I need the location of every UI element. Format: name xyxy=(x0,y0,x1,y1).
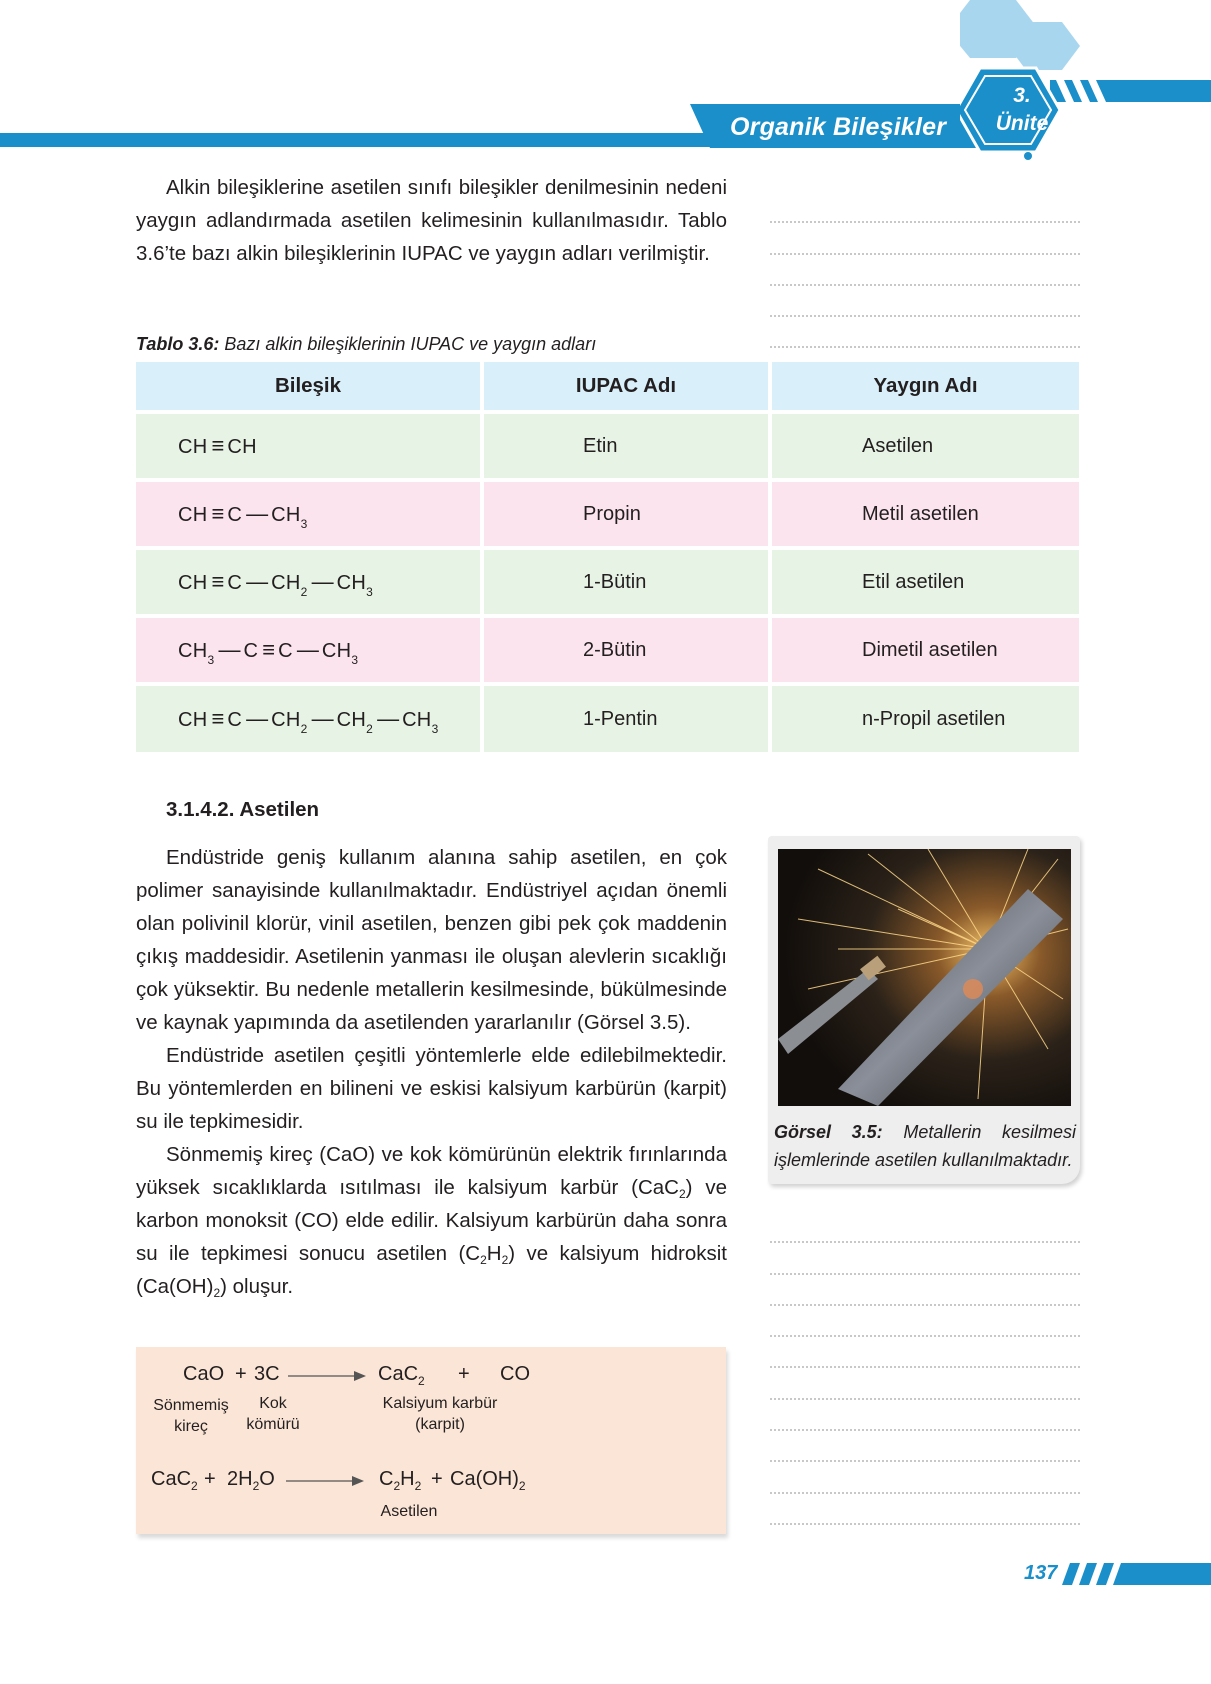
chapter-title: Organik Bileşikler xyxy=(730,113,947,141)
compound-formula: CH ≡ CH xyxy=(178,433,257,458)
figure-caption xyxy=(774,1118,1076,1174)
table-header-row xyxy=(136,362,1079,410)
figure-caption-text: Metallerin kesilmesi işlemlerinde asetilen kullanılmaktadır. xyxy=(774,1122,1077,1170)
section-paragraph-2 xyxy=(136,1039,727,1138)
compound-formula: CH ≡ C — $CH_2$ — $CH_2$ — $CH_3$ xyxy=(178,706,439,736)
header-compound: Bileşik xyxy=(136,362,480,410)
intro-paragraph xyxy=(136,171,727,270)
iupac-cell: Propin xyxy=(484,482,768,546)
compound-cell xyxy=(136,618,480,682)
plus-sign: + xyxy=(235,1363,247,1385)
reactant-carbon: 3C xyxy=(254,1363,280,1385)
label-coke: Kok kömürü xyxy=(246,1395,300,1433)
page-number: 137 xyxy=(1024,1562,1058,1584)
table-row xyxy=(136,618,1079,682)
iupac-cell: 1-Pentin xyxy=(484,686,768,752)
label-quicklime: Sönmemiş kireç xyxy=(153,1397,229,1435)
compound-cell xyxy=(136,482,480,546)
common-cell: Metil asetilen xyxy=(772,482,1079,546)
intro-text: Alkin bileşiklerine asetilen sınıfı bileşikler denilmesinin nedeni yaygın adlandırmada asetilen kelimesinin kullanılmasıdır. Tablo 3.6’te bazı alkin bileşiklerinin IUPAC ve yaygın adları verilmiştir. xyxy=(136,176,727,265)
iupac-cell: 1-Bütin xyxy=(484,550,768,614)
plus-sign: + xyxy=(431,1468,443,1490)
note-lines-top xyxy=(770,192,1080,348)
reactant-cac2: CaC$_2$ xyxy=(151,1468,198,1493)
paragraph-1-text: Endüstride geniş kullanım alanına sahip asetilen, en çok polimer sanayisinde kullanılmaktadır. Endüstriyel açıdan önemli olan polivinil klorür, vinil asetilen, benzen gibi pek çok maddenin çıkış maddesidir. Asetilenin yanması ile oluşan alevlerin sıcaklığı çok yüksektir. Bu nedenle metallerin kesilmesinde, bükülmesinde ve kaynak yapımında da asetilenden yararlanılır (Görsel 3.5). xyxy=(136,846,727,1034)
iupac-cell: Etin xyxy=(484,414,768,478)
unit-label: Ünite xyxy=(995,112,1049,135)
table-row xyxy=(136,482,1079,546)
table-caption-label: Tablo 3.6: xyxy=(136,334,220,354)
paragraph-2-text: Endüstride asetilen çeşitli yöntemlerle elde edilebilmektedir. Bu yöntemlerden en bilineni ve eskisi kalsiyum karbürün (karpit) su ile tepkimesidir. xyxy=(136,1044,727,1133)
table-row xyxy=(136,414,1079,478)
iupac-cell: 2-Bütin xyxy=(484,618,768,682)
note-lines-bottom xyxy=(770,1212,1080,1525)
section-paragraph-1 xyxy=(136,841,727,1039)
header-common: Yaygın Adı xyxy=(772,362,1079,410)
compound-cell xyxy=(136,550,480,614)
product-co: CO xyxy=(500,1363,530,1385)
header-iupac: IUPAC Adı xyxy=(484,362,768,410)
reactant-cao: CaO xyxy=(183,1363,225,1385)
compound-formula: CH ≡ C — $CH_3$ xyxy=(178,501,308,531)
table-caption xyxy=(136,334,596,355)
paragraph-3-text: Sönmemiş kireç (CaO) ve kok kömürünün elektrik fırınlarında yüksek sıcaklıklarda ısıtılması ile kalsiyum karbür (CaC$_2$) ve karbon monoksit (CO) elde edilir. Kalsiyum karbürün daha sonra su ile tepkimesi sonucu asetilen $(C_2H_2)$ ve kalsiyum hidroksit $(Ca(OH)_2)$ oluşur. xyxy=(136,1143,727,1300)
table-caption-text: Bazı alkin bileşiklerinin IUPAC ve yaygın adları xyxy=(219,334,597,354)
common-cell: Dimetil asetilen xyxy=(772,618,1079,682)
compound-formula: CH ≡ C — $CH_2$ — $CH_3$ xyxy=(178,569,374,599)
welding-sparks-photo xyxy=(778,849,1071,1106)
product-cac2: CaC$_2$ xyxy=(378,1363,425,1388)
unit-number: 3. xyxy=(1013,84,1031,107)
footer-stripe xyxy=(1060,1563,1211,1585)
reactant-water: $2H_2O$ xyxy=(227,1468,275,1493)
plus-sign: + xyxy=(204,1468,216,1490)
section-paragraph-3 xyxy=(136,1138,727,1303)
reaction-arrow xyxy=(286,1475,364,1487)
product-calcium-hydroxide: $Ca(OH)_2$ xyxy=(450,1468,526,1493)
label-acetylene: Asetilen xyxy=(380,1503,438,1520)
common-cell: n-Propil asetilen xyxy=(772,686,1079,752)
label-calcium-carbide: Kalsiyum karbür (karpit) xyxy=(382,1395,498,1433)
table-row xyxy=(136,686,1079,752)
plus-sign: + xyxy=(458,1363,470,1385)
compound-cell xyxy=(136,686,480,752)
compound-formula: $CH_3$ — C ≡ C — $CH_3$ xyxy=(178,637,359,667)
unit-badge-hexagons xyxy=(960,0,1211,172)
reaction-arrow xyxy=(288,1370,366,1382)
alkyne-table xyxy=(136,362,1079,753)
reaction-box xyxy=(136,1347,726,1534)
figure-caption-label: Görsel 3.5: xyxy=(774,1122,883,1142)
compound-cell xyxy=(136,414,480,478)
table-row xyxy=(136,550,1079,614)
common-cell: Asetilen xyxy=(772,414,1079,478)
common-cell: Etil asetilen xyxy=(772,550,1079,614)
product-acetylene: $C_2H_2$ xyxy=(379,1468,422,1493)
header-stripe xyxy=(0,133,735,147)
section-heading: 3.1.4.2. Asetilen xyxy=(166,798,320,821)
